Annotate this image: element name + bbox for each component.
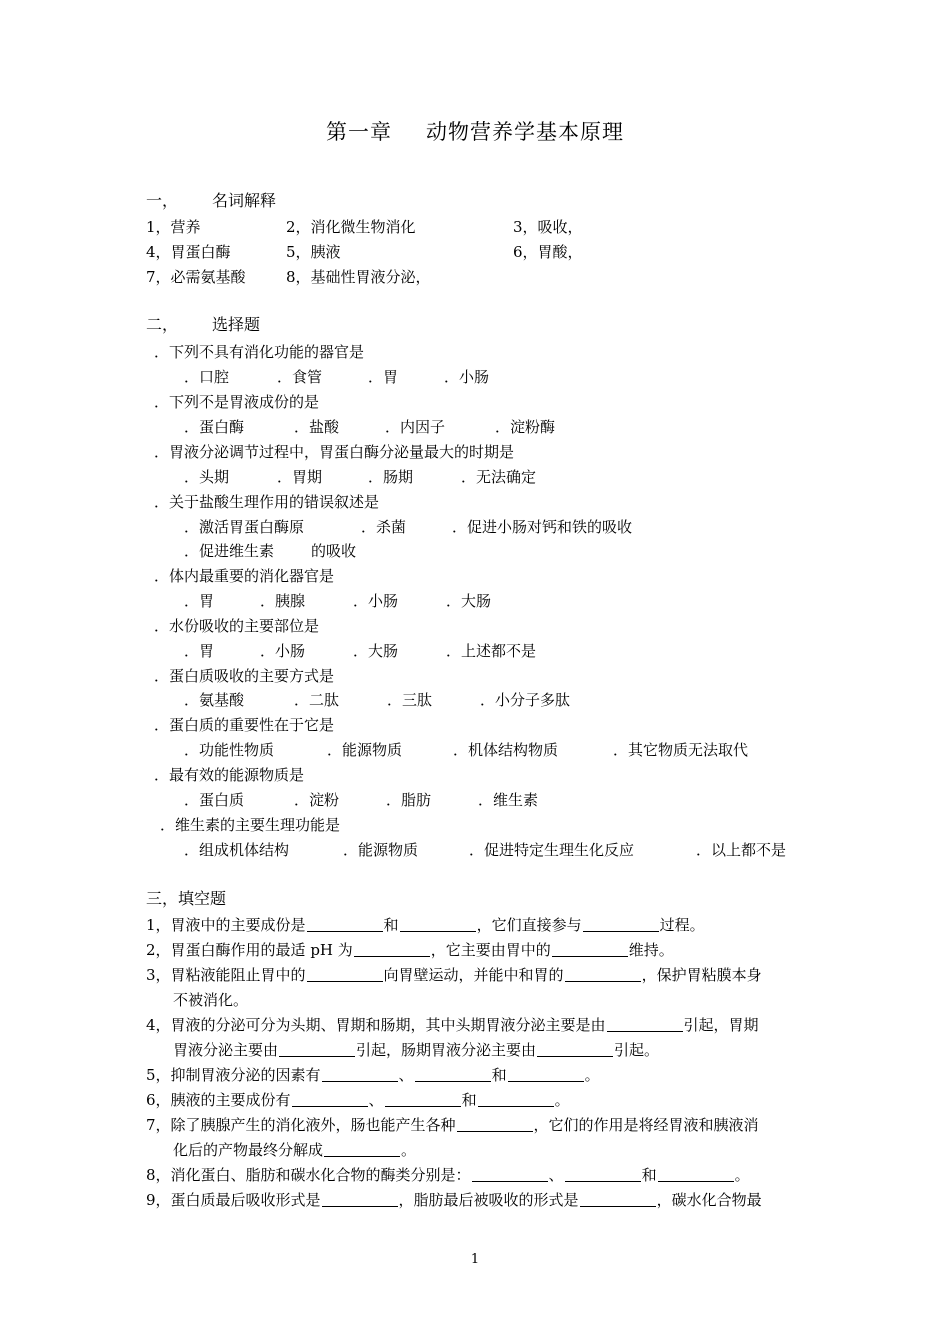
answer-blank[interactable] [580,1192,656,1207]
fill-line: 不被消化。 [173,991,249,1009]
fill-line: 9，蛋白质最后吸收形式是 ，脂肪最后被吸收的形式是 ，碳水化合物最 [146,1191,762,1209]
fill-line: 胃液分泌主要由 引起，肠期胃液分泌主要由 引起。 [173,1041,660,1059]
fill-line: 3，胃粘液能阻止胃中的 向胃壁运动，并能中和胃的 ，保护胃粘膜本身 [146,966,762,984]
answer-blank[interactable] [354,942,430,957]
answer-blank[interactable] [607,1017,683,1032]
answer-blank[interactable] [415,1067,491,1082]
answer-blank[interactable] [472,1167,548,1182]
fill-line: 7，除了胰腺产生的消化液外，肠也能产生各种 ，它们的作用是将经胃液和胰液消 [146,1116,759,1134]
answer-blank[interactable] [307,917,383,932]
options: ．口腔 ．食管 ．胃 ．小肠 [184,368,490,386]
options: ．胃 ．小肠 ．大肠 ．上述都不是 [184,642,537,660]
chapter-name: 动物营养学基本原理 [426,120,624,144]
question: ．下列不是胃液成份的是 [154,393,320,411]
options: ．头期 ．胃期 ．肠期 ．无法确定 [184,468,537,486]
options: ．组成机体结构 ．能源物质 ．促进特定生理生化反应 ．以上都不是 [184,841,787,859]
options: ．促进维生素 的吸收 [184,542,357,560]
fill-line: 化后的产物最终分解成 。 [173,1141,417,1159]
question: ．最有效的能源物质是 [154,766,305,784]
answer-blank[interactable] [400,917,476,932]
options: ．蛋白酶 ．盐酸 ．内因子 ．淀粉酶 [184,418,556,436]
answer-blank[interactable] [322,1192,398,1207]
chapter-number: 第一章 [326,120,392,144]
question: ．蛋白质吸收的主要方式是 [154,667,335,685]
options: ．氨基酸 ．二肽 ．三肽 ．小分子多肽 [184,691,571,709]
term-row: 1，营养 2，消化微生物消化 3，吸收， [146,218,583,236]
answer-blank[interactable] [537,1042,613,1057]
options: ．胃 ．胰腺 ．小肠 ．大肠 [184,592,492,610]
fill-line: 2，胃蛋白酶作用的最适 pH 为 ，它主要由胃中的 维持。 [146,941,674,959]
question: ．体内最重要的消化器官是 [154,567,335,585]
question: ．水份吸收的主要部位是 [154,617,320,635]
fill-line: 1，胃液中的主要成份是 和 ，它们直接参与 过程。 [146,916,705,934]
answer-blank[interactable] [322,1067,398,1082]
fill-line: 4，胃液的分泌可分为头期、胃期和肠期，其中头期胃液分泌主要是由 引起，胃期 [146,1016,759,1034]
fill-line: 5，抑制胃液分泌的因素有 、 和 。 [146,1066,600,1084]
question: ．蛋白质的重要性在于它是 [154,716,335,734]
section-heading: 一， 名词解释 [146,191,277,210]
answer-blank[interactable] [658,1167,734,1182]
answer-blank[interactable] [478,1092,554,1107]
answer-blank[interactable] [565,967,641,982]
answer-blank[interactable] [324,1142,400,1157]
answer-blank[interactable] [508,1067,584,1082]
answer-blank[interactable] [565,1167,641,1182]
page-number: 1 [470,1252,480,1267]
answer-blank[interactable] [552,942,628,957]
options: ．蛋白质 ．淀粉 ．脂肪 ．维生素 [184,791,539,809]
answer-blank[interactable] [307,967,383,982]
answer-blank[interactable] [583,917,659,932]
fill-line: 6，胰液的主要成份有 、 和 。 [146,1091,570,1109]
question: ．下列不具有消化功能的器官是 [154,343,365,361]
question: ．维生素的主要生理功能是 [160,816,341,834]
term-row: 4，胃蛋白酶 5，胰液 6，胃酸， [146,243,583,261]
answer-blank[interactable] [292,1092,368,1107]
section-heading: 二， 选择题 [146,315,261,334]
answer-blank[interactable] [385,1092,461,1107]
question: ．胃液分泌调节过程中，胃蛋白酶分泌量最大的时期是 [154,443,515,461]
section-heading: 三，填空题 [146,889,227,908]
answer-blank[interactable] [457,1117,533,1132]
options: ．激活胃蛋白酶原 ．杀菌 ．促进小肠对钙和铁的吸收 [184,518,633,536]
term-row: 7，必需氨基酸 8，基础性胃液分泌， [146,268,431,286]
fill-line: 8，消化蛋白、脂肪和碳水化合物的酶类分别是： 、 和 。 [146,1166,750,1184]
question: ．关于盐酸生理作用的错误叙述是 [154,493,380,511]
page-title [0,122,950,142]
answer-blank[interactable] [279,1042,355,1057]
options: ．功能性物质 ．能源物质 ．机体结构物质 ．其它物质无法取代 [184,741,749,759]
